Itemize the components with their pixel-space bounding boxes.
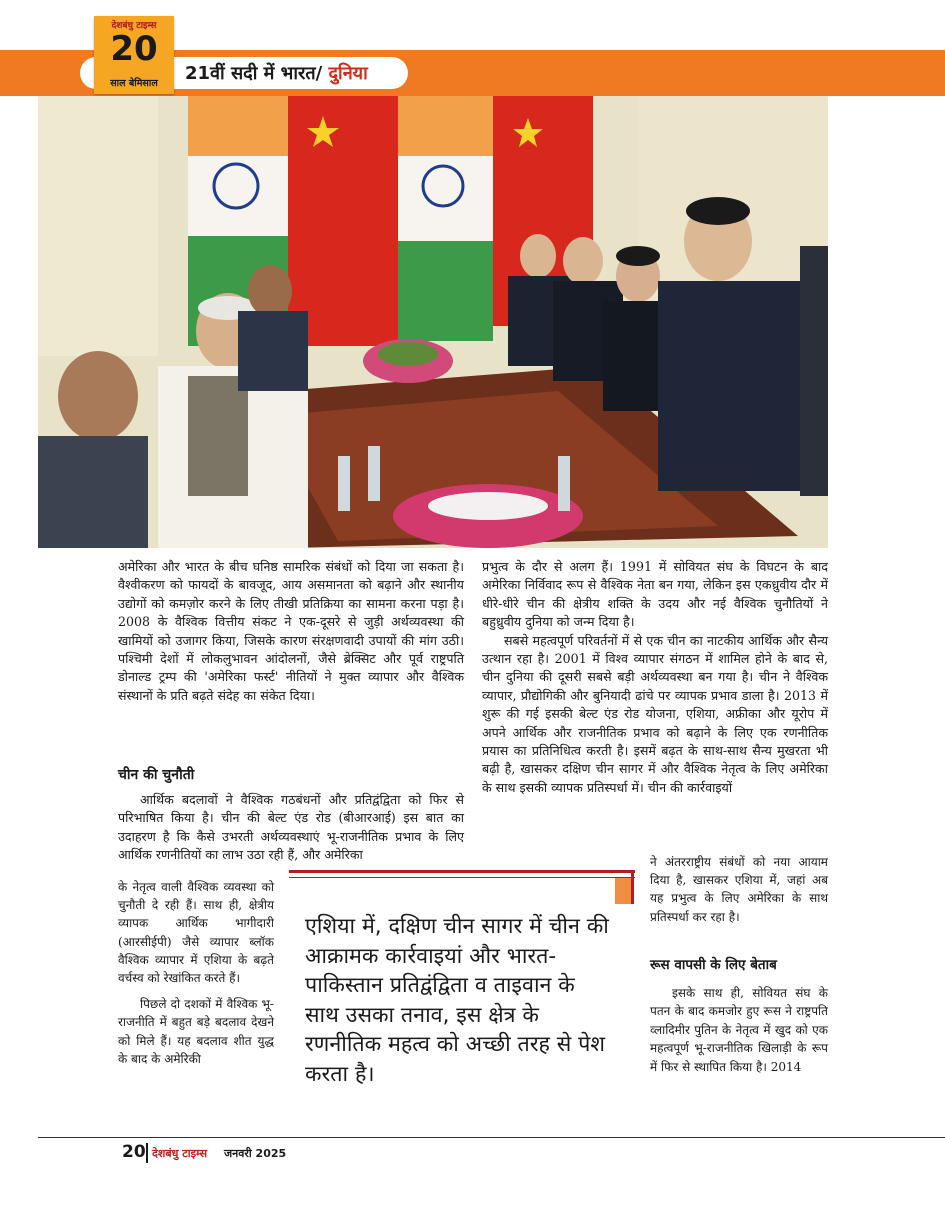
article-paragraph: सबसे महत्वपूर्ण परिवर्तनों में से एक चीन का नाटकीय आर्थिक और सैन्य उत्थान रहा है। 2001 में विश्व व्यापार संगठन में शामिल होने के बाद से, चीन दुनिया की दूसरी सबसे बड़ी अर्थव्यवस्था बन गया है। चीन ने वैश्विक व्यापार, प्रौद्योगिकी और बुनियादी ढांचे पर व्यापक प्रभाव डाला है। 2013 में शुरू की गई इसकी बेल्ट एंड रोड योजना, एशिया, अफ्रीका और यूरोप में अपने आर्थिक और राजनीतिक प्रभाव को बढ़ाने के लिए एक रणनीतिक प्रयास का प्रतिनिधित्व करती है। इसमें बढ़त के साथ-साथ सैन्य मुखरता भी बढ़ी है, खासकर दक्षिण चीन सागर में और वैश्विक नेतृत्व के लिए अमेरिका के साथ इसकी व्यापक प्रतिस्पर्धा में। चीन की कार्रवाइयों bbox=[482, 632, 828, 795]
article-column-1-bottom bbox=[118, 878, 274, 1068]
article-column-1-top bbox=[118, 558, 464, 705]
article-paragraph: के नेतृत्व वाली वैश्विक व्यवस्था को चुनौती दे रही हैं। साथ ही, क्षेत्रीय व्यापक आर्थिक भागीदारी (आरसीईपी) जैसे व्यापार ब्लॉक वैश्विक व्यापार में एशिया के बढ़ते वर्चस्व को रेखांकित करते हैं। bbox=[118, 880, 274, 986]
meeting-photo bbox=[38, 96, 828, 548]
subheading-china-challenge: चीन की चुनौती bbox=[118, 767, 195, 783]
article-column-2-bottom bbox=[650, 984, 828, 1076]
pull-quote: एशिया में, दक्षिण चीन सागर में चीन की आक्रामक कार्रवाइयां और भारत-पाकिस्तान प्रतिद्वंद्विता व ताइवान के साथ उसका तनाव, इस क्षेत्र के रणनीतिक महत्व को अच्छी तरह से पेश करता है। bbox=[305, 914, 609, 1087]
logo-brand: देशबंधु टाइम्स bbox=[111, 21, 157, 31]
footer-separator bbox=[146, 1143, 148, 1163]
issue-date: जनवरी 2025 bbox=[224, 1147, 287, 1160]
meeting-photo-illustration bbox=[38, 96, 828, 548]
logo-number: 20 bbox=[110, 29, 158, 69]
logo-caption: साल बेमिसाल bbox=[110, 78, 158, 89]
section-title-main: 21वीं सदी में भारत/ bbox=[185, 63, 323, 84]
article-paragraph: ने अंतरराष्ट्रीय संबंधों को नया आयाम दिया है, खासकर एशिया में, जहां अब यह प्रभुत्व के लिए अमेरिका के साथ प्रतिस्पर्धा कर रहा है। bbox=[650, 855, 828, 924]
article-column-2-top bbox=[482, 558, 828, 797]
article-paragraph: प्रभुत्व के दौर से अलग हैं। 1991 में सोवियत संघ के विघटन के बाद अमेरिका निर्विवाद रूप से वैश्विक नेता बन गया, लेकिन इस एकध्रुवीय दौर में धीरे-धीरे चीन की क्षेत्रीय शक्ति के उदय और नई वैश्विक चुनौतियों ने बहुध्रुवीय दुनिया को जन्म दिया है। bbox=[482, 559, 828, 630]
article-paragraph: पिछले दो दशकों में वैश्विक भू-राजनीति में बहुत बड़े बदलाव देखने को मिले हैं। यह बदलाव शीत युद्ध के बाद के अमेरिकी bbox=[118, 997, 274, 1066]
page-number: 20 bbox=[122, 1142, 146, 1162]
footer-rule bbox=[38, 1137, 945, 1138]
article-paragraph: इसके साथ ही, सोवियत संघ के पतन के बाद कमजोर हुए रूस ने राष्ट्रपति व्लादिमीर पुतिन के नेतृत्व में खुद को एक महत्वपूर्ण भू-राजनीतिक खिलाड़ी के रूप में फिर से स्थापित किया है। 2014 bbox=[650, 986, 828, 1074]
china-flag-icon bbox=[288, 96, 398, 346]
subheading-russia-return: रूस वापसी के लिए बेताब bbox=[650, 957, 777, 973]
india-flag-icon bbox=[398, 96, 493, 341]
article-column-1-mid bbox=[118, 791, 464, 865]
article-paragraph: अमेरिका और भारत के बीच घनिष्ठ सामरिक संबंधों को दिया जा सकता है। वैश्वीकरण को फायदों के बावजूद, आय असमानता को बढ़ाने और स्थानीय उद्योगों को कमज़ोर करने के लिए तीखी प्रतिक्रिया का सामना करना पड़ा है। 2008 के वैश्विक वित्तीय संकट ने एक-दूसरे से जुड़ी अर्थव्यवस्था की खामियों को उजागर किया, जिसके कारण संरक्षणवादी उपायों की मांग उठी। पश्चिमी देशों में लोकलुभावन आंदोलनों, जैसे ब्रेक्सिट और पूर्व राष्ट्रपति डोनाल्ड ट्रम्प की 'अमेरिका फर्स्ट' नीतियों ने मुक्त व्यापार और वैश्विक संस्थानों के प्रति बढ़ते संदेह का संकेत दिया। bbox=[118, 559, 464, 703]
pull-quote-corner bbox=[608, 870, 634, 904]
article-column-2-continued bbox=[650, 853, 828, 926]
pull-quote-rule bbox=[289, 870, 635, 878]
footer-brand: देशबंधु टाइम्स bbox=[152, 1147, 208, 1160]
article-paragraph: आर्थिक बदलावों ने वैश्विक गठबंधनों और प्रतिद्वंद्विता को फिर से परिभाषित किया है। चीन की बेल्ट एंड रोड (बीआरआई) इस बात का उदाहरण है कि कैसे उभरती अर्थव्यवस्थाएं भू-राजनीतिक प्रभाव के लिए आर्थिक रणनीतियों का लाभ उठा रही हैं, और अमेरिका bbox=[118, 792, 464, 863]
anniversary-logo bbox=[94, 16, 174, 94]
section-title bbox=[185, 61, 368, 85]
section-title-accent: दुनिया bbox=[328, 63, 368, 84]
